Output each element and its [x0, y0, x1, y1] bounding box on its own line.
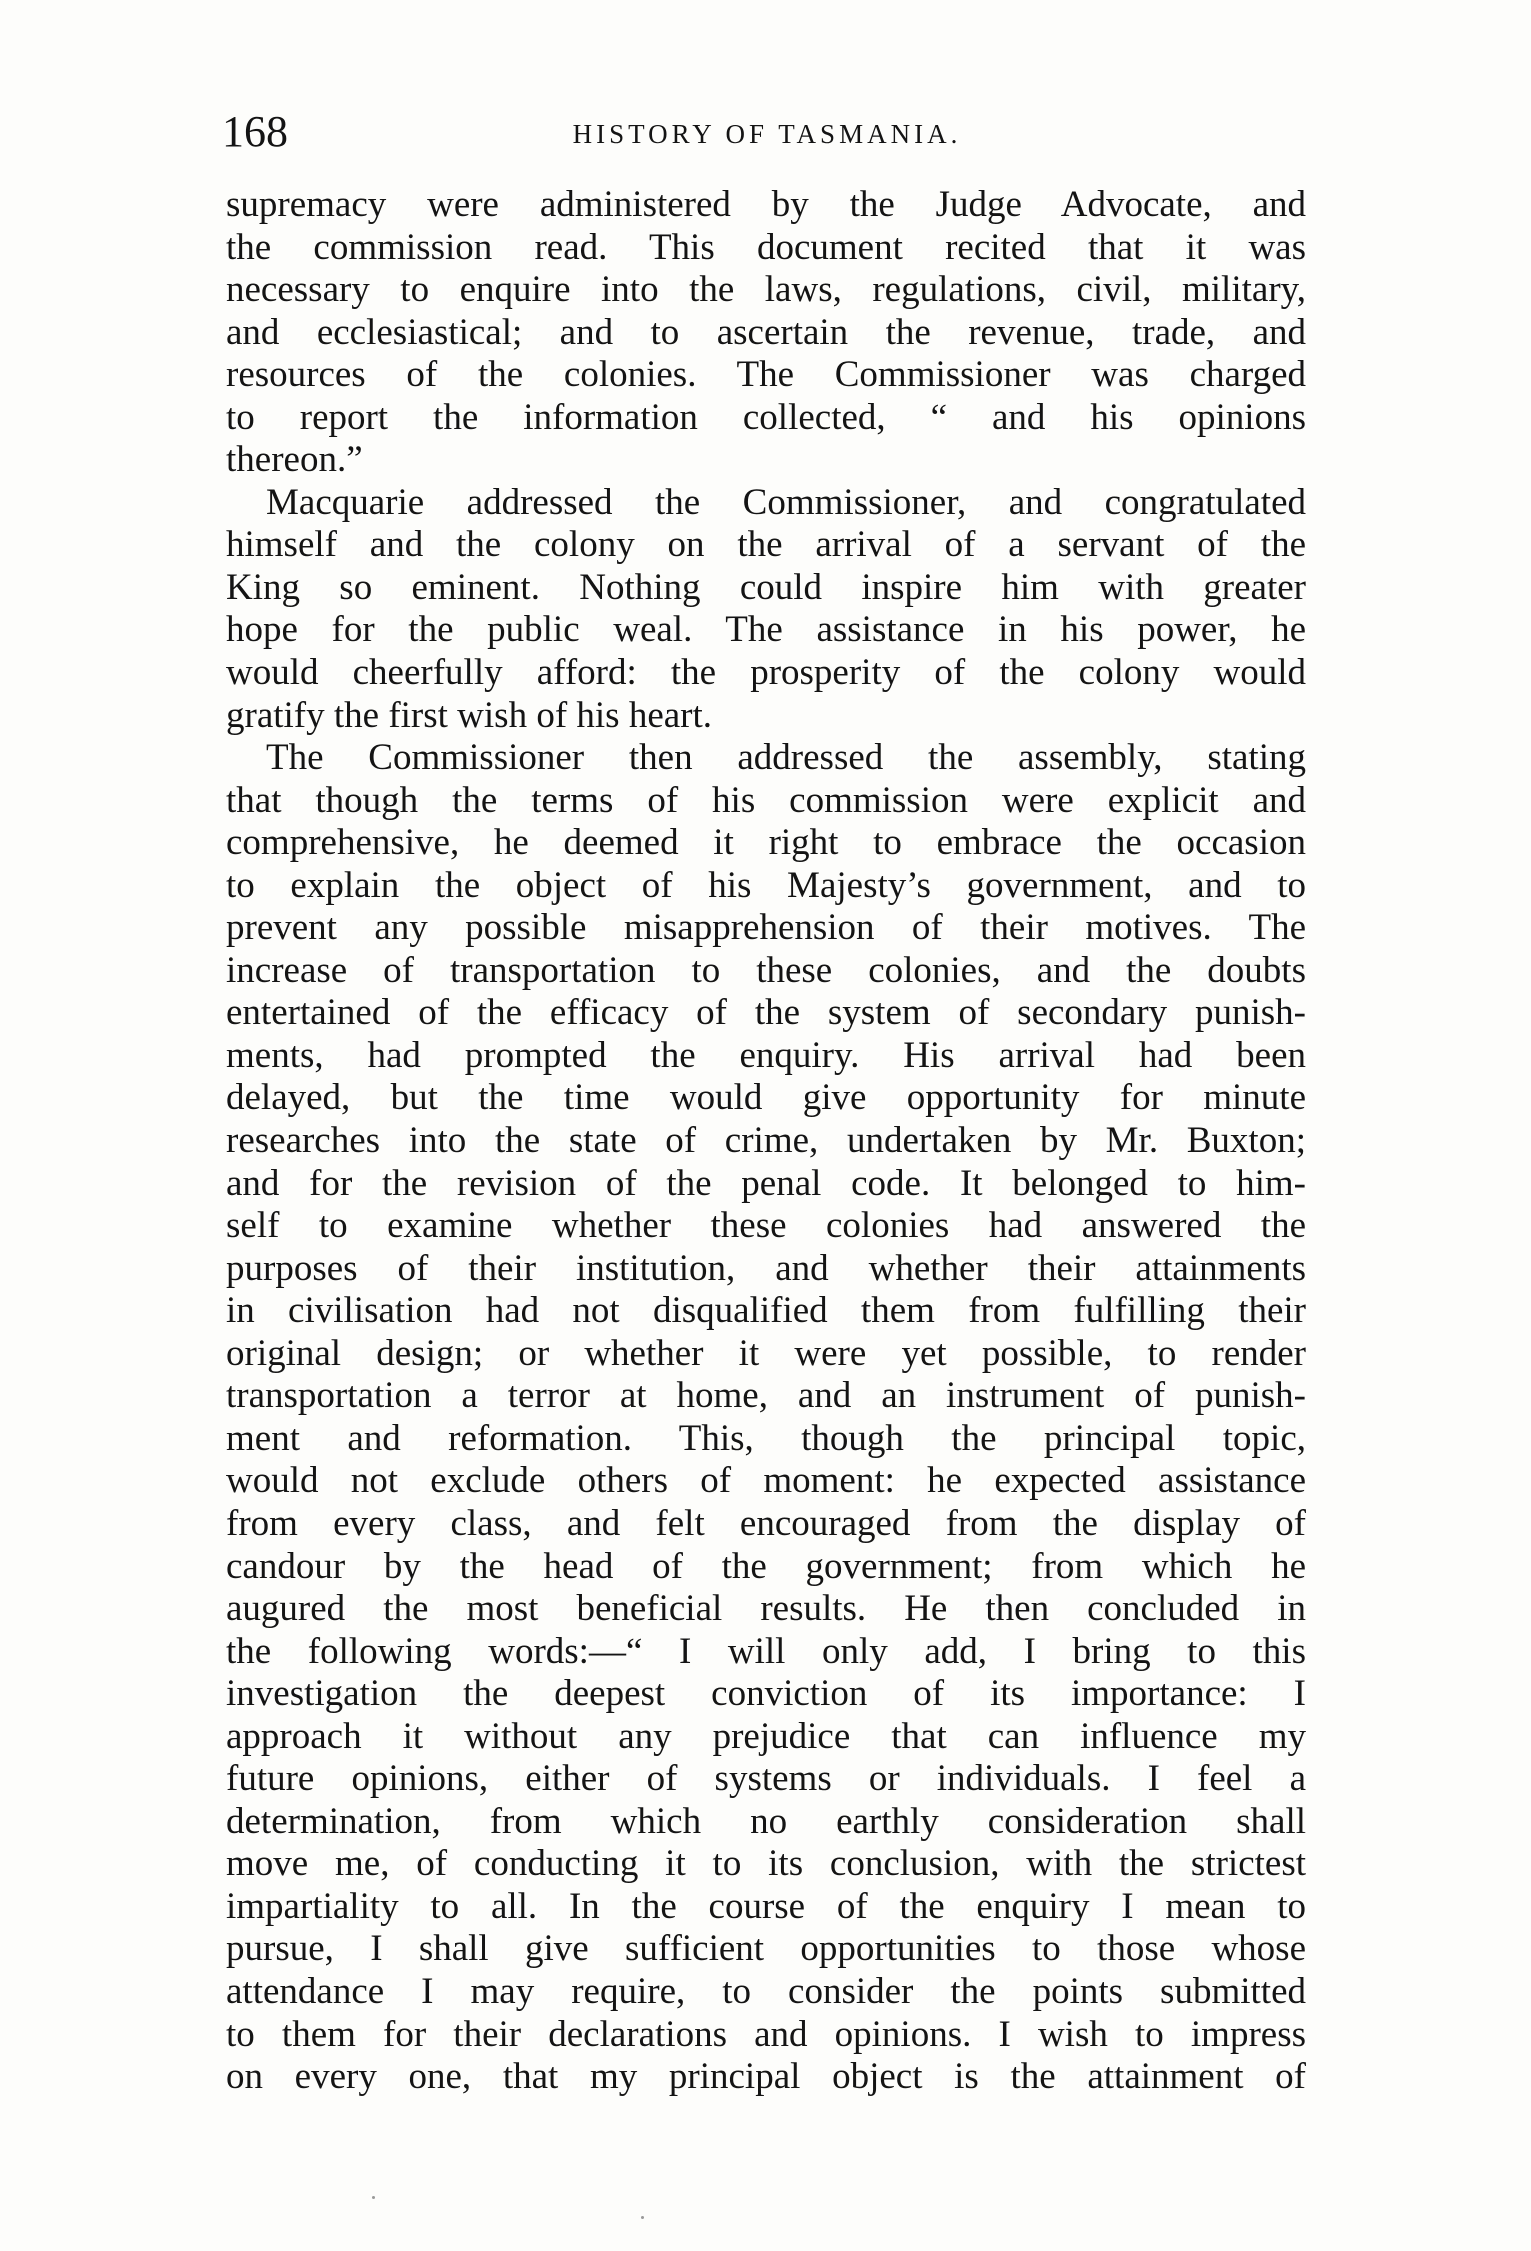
page-number: 168 [222, 107, 288, 156]
body-text [226, 184, 1306, 2099]
text-line: investigation the deepest conviction of its importance: I [226, 1673, 1306, 1715]
text-line: would not exclude others of moment: he expected assistance [226, 1460, 1306, 1502]
text-line: and for the revision of the penal code. It belonged to him- [226, 1162, 1306, 1204]
text-line: researches into the state of crime, undertaken by Mr. Buxton; [226, 1120, 1306, 1162]
text-line: the following words:—“ I will only add, I bring to this [226, 1630, 1306, 1672]
text-line: to explain the object of his Majesty’s government, and to [226, 864, 1306, 906]
text-line: and ecclesiastical; and to ascertain the revenue, trade, and [226, 311, 1306, 353]
text-line: candour by the head of the government; from which he [226, 1545, 1306, 1587]
text-line: supremacy were administered by the Judge Advocate, and [226, 184, 1306, 225]
text-line: move me, of conducting it to its conclusion, with the strictest [226, 1843, 1306, 1885]
text-line: that though the terms of his commission were explicit and [226, 779, 1306, 821]
text-line: King so eminent. Nothing could inspire him with greater [226, 566, 1306, 608]
text-line: to them for their declarations and opinions. I wish to impress [226, 2013, 1306, 2055]
running-head: HISTORY OF TASMANIA. [572, 119, 962, 149]
text-line: impartiality to all. In the course of the enquiry I mean to [226, 1885, 1306, 1927]
text-line: delayed, but the time would give opportunity for minute [226, 1077, 1306, 1119]
text-line: original design; or whether it were yet possible, to render [226, 1332, 1306, 1374]
text-line: hope for the public weal. The assistance in his power, he [226, 609, 1306, 651]
text-line: purposes of their institution, and whether their attainments [226, 1247, 1306, 1289]
text-line: resources of the colonies. The Commissioner was charged [226, 354, 1306, 396]
text-line: thereon.” [226, 439, 363, 481]
text-line: the commission read. This document recited that it was [226, 226, 1306, 268]
text-line: from every class, and felt encouraged from the display of [226, 1502, 1306, 1544]
text-line: approach it without any prejudice that can influence my [226, 1715, 1306, 1757]
text-line: transportation a terror at home, and an instrument of punish- [226, 1375, 1306, 1417]
text-line: determination, from which no earthly consideration shall [226, 1800, 1306, 1842]
text-line: future opinions, either of systems or individuals. I feel a [226, 1758, 1306, 1800]
text-line: increase of transportation to these colonies, and the doubts [226, 949, 1306, 991]
page-header [222, 104, 1312, 164]
text-line: in civilisation had not disqualified them from fulfilling their [226, 1290, 1306, 1332]
text-line: Macquarie addressed the Commissioner, and congratulated [266, 481, 1306, 523]
text-line: gratify the first wish of his heart. [226, 694, 713, 736]
text-line: ments, had prompted the enquiry. His arrival had been [226, 1034, 1306, 1076]
scan-speck [641, 2216, 644, 2219]
text-line: pursue, I shall give sufficient opportunities to those whose [226, 1928, 1306, 1970]
text-line: entertained of the efficacy of the system of secondary punish- [226, 992, 1306, 1034]
text-line: prevent any possible misapprehension of their motives. The [226, 907, 1306, 949]
text-line: would cheerfully afford: the prosperity of the colony would [226, 652, 1306, 694]
text-line: attendance I may require, to consider the points submitted [226, 1970, 1306, 2012]
text-line: ment and reformation. This, though the principal topic, [226, 1417, 1306, 1459]
text-line: The Commissioner then addressed the assembly, stating [266, 737, 1306, 779]
text-line: comprehensive, he deemed it right to embrace the occasion [226, 822, 1306, 864]
scan-speck [372, 2196, 375, 2199]
text-line: necessary to enquire into the laws, regulations, civil, military, [226, 269, 1306, 311]
text-line: to report the information collected, “ and his opinions [226, 396, 1306, 438]
text-line: on every one, that my principal object is the attainment of [226, 2056, 1306, 2098]
text-line: augured the most beneficial results. He then concluded in [226, 1588, 1306, 1630]
text-line: himself and the colony on the arrival of a servant of the [226, 524, 1306, 566]
text-line: self to examine whether these colonies had answered the [226, 1205, 1306, 1247]
